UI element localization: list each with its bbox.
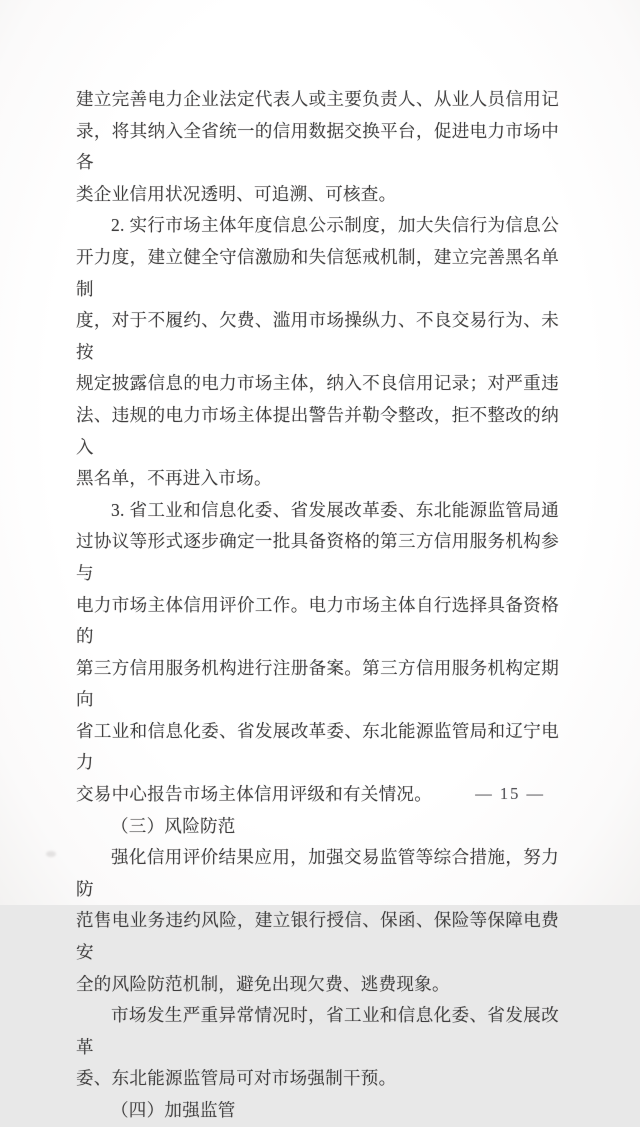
text-line: 规定披露信息的电力市场主体，纳入不良信用记录；对严重违 <box>76 373 559 394</box>
text-line: 第三方信用服务机构进行注册备案。第三方信用服务机构定期向 <box>76 657 559 710</box>
text-line: 2. 实行市场主体年度信息公示制度，加大失信行为信息公 <box>111 215 559 236</box>
text-line: 法、违规的电力市场主体提出警告并勒令整改，拒不整改的纳入 <box>76 404 559 457</box>
text-line: 类企业信用状况透明、可追溯、可核查。 <box>76 183 397 204</box>
scan-artifact <box>46 851 56 857</box>
text-line: 录，将其纳入全省统一的信用数据交换平台，促进电力市场中各 <box>76 120 559 173</box>
section-heading: （三）风险防范 <box>111 815 236 836</box>
text-line: 委、东北能源监管局可对市场强制干预。 <box>76 1068 397 1089</box>
text-line: 电力市场主体信用评价工作。电力市场主体自行选择具备资格的 <box>76 594 559 647</box>
text-line: 3. 省工业和信息化委、省发展改革委、东北能源监管局通 <box>111 499 559 520</box>
text-line: 交易中心报告市场主体信用评级和有关情况。 <box>76 784 432 805</box>
text-line: 范售电业务违约风险，建立银行授信、保函、保险等保障电费安 <box>76 910 559 963</box>
text-line: 省工业和信息化委、省发展改革委、东北能源监管局和辽宁电力 <box>76 720 559 773</box>
text-line: 黑名单，不再进入市场。 <box>76 468 272 489</box>
text-line: 建立完善电力企业法定代表人或主要负责人、从业人员信用记 <box>76 89 559 109</box>
text-line: 过协议等形式逐步确定一批具备资格的第三方信用服务机构参与 <box>76 531 559 583</box>
page-number: — 15 — <box>475 784 545 803</box>
text-line: 全的风险防范机制，避免出现欠费、逃费现象。 <box>76 973 450 994</box>
text-block <box>76 84 559 1127</box>
text-line: 强化信用评价结果应用，加强交易监管等综合措施，努力防 <box>76 847 559 899</box>
text-line: 市场发生严重异常情况时，省工业和信息化委、省发展改革 <box>76 1005 559 1057</box>
text-line: 度，对于不履约、欠费、滥用市场操纵力、不良交易行为、未按 <box>76 310 559 362</box>
section-heading: （四）加强监管 <box>111 1100 236 1120</box>
text-line: 开力度，建立健全守信激励和失信惩戒机制，建立完善黑名单制 <box>76 246 559 299</box>
